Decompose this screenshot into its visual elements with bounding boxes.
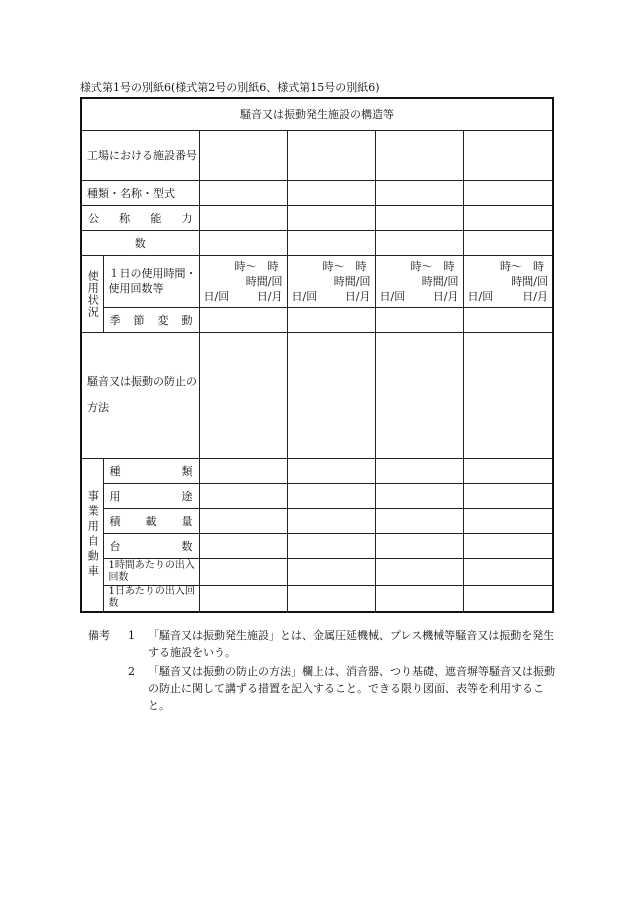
count-cell-4[interactable] bbox=[463, 230, 553, 255]
vehicle-kind-cell-1[interactable] bbox=[199, 458, 287, 483]
usage-cell-4[interactable]: 時～ 時 時間/回 日/回 日/月 bbox=[463, 255, 553, 307]
facility-number-cell-3[interactable] bbox=[375, 130, 463, 180]
form-caption: 様式第1号の別紙6(様式第2号の別紙6、様式第15号の別紙6) bbox=[80, 81, 380, 94]
vehicle-load-cell-3[interactable] bbox=[375, 508, 463, 533]
capacity-cell-2[interactable] bbox=[287, 205, 375, 230]
vehicle-load-cell-4[interactable] bbox=[463, 508, 553, 533]
seasonal-cell-3[interactable] bbox=[375, 307, 463, 332]
note-number: 1 bbox=[128, 629, 135, 642]
nominal-capacity-label: 公 称 能 力 bbox=[81, 205, 199, 230]
note-1 bbox=[88, 627, 558, 661]
trips-hour-cell-3[interactable] bbox=[375, 558, 463, 585]
vehicle-kind-label: 種 類 bbox=[103, 458, 199, 483]
prevention-cell-3[interactable] bbox=[375, 332, 463, 458]
type-name-model-label: 種類・名称・型式 bbox=[81, 180, 199, 205]
note-2 bbox=[88, 663, 558, 714]
vehicle-trips-day-label: 1日あたりの出入回数 bbox=[103, 585, 199, 612]
usage-cell-3[interactable]: 時～ 時 時間/回 日/回 日/月 bbox=[375, 255, 463, 307]
type-cell-2[interactable] bbox=[287, 180, 375, 205]
type-cell-4[interactable] bbox=[463, 180, 553, 205]
prevention-cell-4[interactable] bbox=[463, 332, 553, 458]
seasonal-cell-1[interactable] bbox=[199, 307, 287, 332]
seasonal-cell-2[interactable] bbox=[287, 307, 375, 332]
prevention-cell-2[interactable] bbox=[287, 332, 375, 458]
count-label: 数 bbox=[81, 230, 199, 255]
trips-day-cell-2[interactable] bbox=[287, 585, 375, 612]
prevention-method-label: 騒音又は振動の防止の方法 bbox=[81, 332, 199, 458]
trips-hour-cell-4[interactable] bbox=[463, 558, 553, 585]
vehicle-kind-cell-2[interactable] bbox=[287, 458, 375, 483]
type-cell-1[interactable] bbox=[199, 180, 287, 205]
facility-number-cell-1[interactable] bbox=[199, 130, 287, 180]
facility-number-label: 工場における施設番号 bbox=[81, 130, 199, 180]
seasonal-variation-label: 季 節 変 動 bbox=[103, 307, 199, 332]
table-title: 騒音又は振動発生施設の構造等 bbox=[81, 98, 553, 130]
vehicle-kind-cell-3[interactable] bbox=[375, 458, 463, 483]
trips-day-cell-4[interactable] bbox=[463, 585, 553, 612]
vehicle-load-cell-2[interactable] bbox=[287, 508, 375, 533]
vehicle-load-cell-1[interactable] bbox=[199, 508, 287, 533]
vehicle-use-cell-2[interactable] bbox=[287, 483, 375, 508]
usage-cell-2[interactable]: 時～ 時 時間/回 日/回 日/月 bbox=[287, 255, 375, 307]
usage-cell-1[interactable]: 時～ 時 時間/回 日/回 日/月 bbox=[199, 255, 287, 307]
vehicle-units-cell-2[interactable] bbox=[287, 533, 375, 558]
notes-section bbox=[88, 627, 558, 714]
vehicle-units-label: 台 数 bbox=[103, 533, 199, 558]
facility-number-cell-2[interactable] bbox=[287, 130, 375, 180]
trips-hour-cell-2[interactable] bbox=[287, 558, 375, 585]
trips-day-cell-1[interactable] bbox=[199, 585, 287, 612]
seasonal-cell-4[interactable] bbox=[463, 307, 553, 332]
prevention-cell-1[interactable] bbox=[199, 332, 287, 458]
count-cell-2[interactable] bbox=[287, 230, 375, 255]
capacity-cell-4[interactable] bbox=[463, 205, 553, 230]
trips-hour-cell-1[interactable] bbox=[199, 558, 287, 585]
vehicle-trips-hour-label: 1時間あたりの出入回数 bbox=[103, 558, 199, 585]
usage-group-label: 使用状況 bbox=[81, 255, 103, 332]
note-text: 「騒音又は振動の防止の方法」欄上は、消音器、つり基礎、遮音塀等騒音又は振動の防止に関して講ずる措置を記入すること。できる限り図面、表等を利用すること。 bbox=[148, 665, 555, 712]
type-cell-3[interactable] bbox=[375, 180, 463, 205]
facility-structure-table bbox=[80, 97, 554, 613]
facility-number-cell-4[interactable] bbox=[463, 130, 553, 180]
vehicle-use-cell-1[interactable] bbox=[199, 483, 287, 508]
vehicle-units-cell-3[interactable] bbox=[375, 533, 463, 558]
vehicle-use-cell-3[interactable] bbox=[375, 483, 463, 508]
note-number: 2 bbox=[128, 665, 135, 678]
usage-hours-label: １日の使用時間・使用回数等 bbox=[103, 255, 199, 307]
count-cell-3[interactable] bbox=[375, 230, 463, 255]
count-cell-1[interactable] bbox=[199, 230, 287, 255]
vehicle-use-label: 用 途 bbox=[103, 483, 199, 508]
notes-heading: 備考 bbox=[88, 629, 110, 642]
capacity-cell-1[interactable] bbox=[199, 205, 287, 230]
vehicle-use-cell-4[interactable] bbox=[463, 483, 553, 508]
vehicle-load-label: 積 載 量 bbox=[103, 508, 199, 533]
note-text: 「騒音又は振動発生施設」とは、金属圧延機械、プレス機械等騒音又は振動を発生する施設をいう。 bbox=[148, 629, 555, 659]
vehicle-kind-cell-4[interactable] bbox=[463, 458, 553, 483]
vehicle-group-label: 事業用自動車 bbox=[81, 458, 103, 612]
capacity-cell-3[interactable] bbox=[375, 205, 463, 230]
vehicle-units-cell-4[interactable] bbox=[463, 533, 553, 558]
vehicle-units-cell-1[interactable] bbox=[199, 533, 287, 558]
trips-day-cell-3[interactable] bbox=[375, 585, 463, 612]
